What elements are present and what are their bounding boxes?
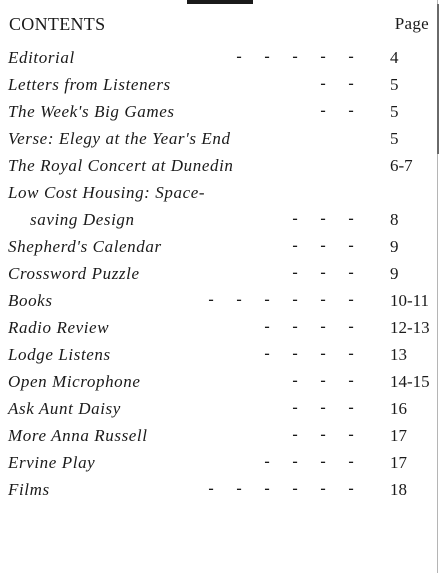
contents-entry — [8, 154, 433, 181]
entry-page: 6-7 — [390, 156, 413, 175]
entry-page: 12-13 — [390, 318, 430, 337]
entry-title-continued: saving Design — [30, 210, 135, 229]
entry-page: 9 — [390, 264, 399, 283]
entry-title: Crossword Puzzle — [8, 264, 140, 283]
contents-entry — [8, 73, 433, 100]
entry-leaders: - - - — [292, 210, 354, 227]
entry-leaders: - - - - - - — [208, 480, 354, 497]
contents-entry — [8, 424, 433, 451]
entry-title: Books — [8, 291, 53, 310]
entry-leaders: - - - — [292, 237, 354, 254]
entry-title: More Anna Russell — [8, 426, 148, 445]
entry-leaders: - - - - — [264, 345, 354, 362]
entry-title: Shepherd's Calendar — [8, 237, 162, 256]
contents-entry — [8, 397, 433, 424]
entry-title: Letters from Listeners — [8, 75, 171, 94]
entry-page: 5 — [390, 102, 399, 121]
entry-page: 17 — [390, 453, 407, 472]
entry-page: 9 — [390, 237, 399, 256]
contents-entry — [8, 370, 433, 397]
entry-leaders: - - - — [292, 264, 354, 281]
contents-entry — [8, 478, 433, 505]
entry-title: The Royal Concert at Dunedin — [8, 156, 234, 175]
contents-list — [8, 46, 433, 505]
right-margin-rule-dark — [437, 4, 439, 154]
contents-entry — [8, 451, 433, 478]
entry-title: Open Microphone — [8, 372, 141, 391]
entry-title: Low Cost Housing: Space- — [8, 183, 206, 202]
contents-entry — [8, 343, 433, 370]
entry-title: The Week's Big Games — [8, 102, 175, 121]
entry-title: Ask Aunt Daisy — [8, 399, 121, 418]
entry-leaders: - - - — [292, 372, 354, 389]
entry-leaders: - - - — [292, 426, 354, 443]
entry-page: 10-11 — [390, 291, 430, 310]
entry-leaders: - - - - - — [236, 48, 354, 65]
entry-page: 4 — [390, 48, 399, 67]
entry-title: Radio Review — [8, 318, 110, 337]
entry-title: Films — [8, 480, 50, 499]
entry-title: Verse: Elegy at the Year's End — [8, 129, 231, 148]
entry-title: Ervine Play — [8, 453, 96, 472]
entry-leaders: - - - - — [264, 453, 354, 470]
entry-leaders: - - — [320, 75, 354, 92]
entry-page: 16 — [390, 399, 407, 418]
contents-entry — [8, 262, 433, 289]
contents-entry — [8, 289, 433, 316]
contents-entry — [8, 181, 433, 235]
contents-heading: CONTENTS — [9, 14, 106, 34]
contents-entry — [8, 127, 433, 154]
entry-page: 5 — [390, 129, 399, 148]
entry-page: 13 — [390, 345, 407, 364]
entry-page: 5 — [390, 75, 399, 94]
contents-entry — [8, 46, 433, 73]
entry-title: Lodge Listens — [8, 345, 111, 364]
entry-page: 17 — [390, 426, 407, 445]
entry-leaders: - - - - - - — [208, 291, 354, 308]
contents-entry — [8, 316, 433, 343]
contents-header — [9, 14, 429, 38]
entry-page: 18 — [390, 480, 407, 499]
entry-page: 8 — [390, 210, 399, 229]
entry-leaders: - - — [320, 102, 354, 119]
page-column-heading: Page — [394, 14, 429, 33]
contents-entry — [8, 100, 433, 127]
entry-leaders: - - - - — [264, 318, 354, 335]
entry-page: 14-15 — [390, 372, 430, 391]
entry-title: Editorial — [8, 48, 75, 67]
entry-leaders: - - - — [292, 399, 354, 416]
contents-entry — [8, 235, 433, 262]
top-rule — [187, 0, 253, 4]
